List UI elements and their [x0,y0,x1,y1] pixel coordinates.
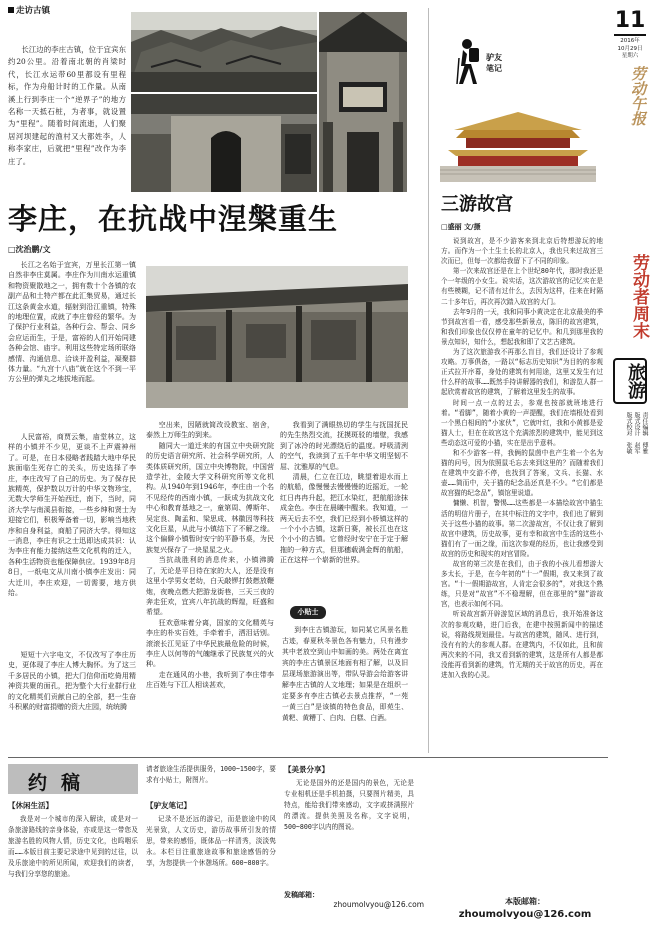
contrib-title: 约稿 [28,772,95,794]
contrib-col3-email-block: 发稿邮箱： zhoumolvyou@126.com [284,891,424,909]
photo-town-rooftops [131,12,317,92]
contrib-col2-label: 【驴友笔记】 [146,801,191,810]
contrib-col1-label: 【休闲生活】 [8,801,53,810]
photo-forbidden-city [440,100,596,182]
contrib-col1-text: 我是对一个城市的深入解读，或是对一条旅游路线的亲身体验，亦或是这一带您及旅游名胜的风物人情，历史文化，也呜咽乐而……本版目前主要记录途中见到的过往，以及乐旅途中的所见所闻，欢迎我们的读者，与我们分享您的旅途。 [8,815,138,878]
right-byline: □盛丽 文/摄 [441,223,481,231]
bottom-rule [8,757,608,758]
photo-old-gate [131,94,317,192]
article-col1: 长江之名始于宜宾，万里长江第一镇自然非李庄莫属。李庄作为川南水运重镇和物资聚散地之一，拥有数十个各镇的农副产品和土特产都在此汇集贸易，通过长江这条黄金水道，辐射到沿江重镇，特殊的地理位置，成就了李庄曾经的繁华。为了保护行业利益，各种行会、帮会、同乡会应运而生，于是，富裕的人们开始同建各种会馆、庙宇。利用这些特定场所联络感情、沟通信息、洽谈并盈利益，凝聚群体力量。“九宫十八庙”就在这个不到一平方公里的弹丸之地拔地而起。 [8,261,136,384]
main-headline: 李庄，在抗战中涅槃重生 [8,202,339,236]
contrib-col3-label: 【美景分享】 [284,765,329,774]
right-headline: 三游故宫 [441,194,513,215]
editor-credits: 责任编辑 傅雅 版式设计 赵军 版式校对 张敏 [625,412,648,454]
contrib-col2-text-b: 记录不是还远的游记，而是旅途中的风光景致，人文历史，游历故事所引发的情思，带来的感悟，既体品一样清秀，淡淡隽永。本栏目注重旅途故事和旅途感悟的分享，为您提供一个休憩场所。600~800字。 [146,815,276,867]
tips-text: 到李庄古镇游玩，如同某它风景名胜古迹，春夏秋冬景色各有魅力，只有漫步其中老放空到山中如画的美。两处在离宜宾的李庄古镇景区地面有相了解，以及旧层现场旅游演出等，带队导游会给游客讲解李庄古镇的人文地理；如果是在组织一定要多有李庄古镇必去景点推荐，“一苑一黄三白”是该镇的特色食品，即苑生、黄粑、黄糟丁、白肉、白糕、白酒。 [282,626,408,722]
right-article-body: 说到故宫，是不少游客来到北京后特想游玩的地方。而作为一个土生土长的北京人，我也只来过故宫三次而已，但每一次都给我留下了不同的印象。 第一次来故宫还是在上个世纪80年代，那时我还是个一年级的小女生。说实话，这次游故宫的记忆实在是有些模糊，记不清有过什么，去因为这样，往来在时隔二十多年后，再次再次踏入故宫的大门。 去年9月的一天，我和同事小黄决定在北京最美的季节到故宫看一看，感受那些新景点，陈旧的故宫建筑，和我们印象也仅仅停在童年的记忆中。和几到那里我的景点知识，知什么，想起我和即了文艺古建筑。 为了这次旅游我不再那么盲目，我们还设计了参观攻略。万事俱备，一路以“标志历史知识”为目的的参观正式拉开序幕，身处的建筑有何用途，这里又发生有过什么样的故事……既然手持讲解器的我们，和游览人群一起欣赏着故宫的建筑，了解着这里发生的故事。 时间一点一点的过去，参观也按部就班地进行着。“看脚”，随着小黄的一声提醒，我们在墙根处看到一个黑白相间的“小家伙”，它就叶红，我和小黄都是爱猫人士，但在在故宫这个充满浓烈的建筑中，能见到这些动态这可爱的小猫，实在是出乎意料。 和不少游客一样，我俩的鼠茵中也产生着一个名为猫的问号，因为依照鼠毛忘去来到这里的？而随着我们在建筑中交游不停，也找到了答案，文兵、长猫、水壶……简而中，关于猫的纪念品还真是不少。“它们都是故宫猫的纪念品”，镇馆里说道。 慵懒、机智，警惕……这些都是一本描绘故宫中猫生活的明信片册子，在其中标注的文字中，我们也了解到关于这些小猫的故事。第二次游故宫，不仅让我了解到故宫中建筑，历史故事，更有幸和故宫中生活的这些小猫们有了一面之缘，而这次参观的经历，也让我感受到故宫的历史和现实的对宫冒险。 故宫的第三次是在我们，由于我的小孩儿看想游大多太长，于是，在今年初的“十一”假期，我又来到了故宫。“十一假期游故宫，人肯定会很多的”，对我这个熟练，只是对“故宫”不不稳理解，但在那里的“猫”游故宫，也表示如何不同。 听说故宫新开辟游览区域的消息后，我开始准备这次的参观攻略，进门后我，在建中按照新闻中的描述说，将路线规划最佳。与故宫的建筑，随风、进行到，没有有的大的参观人群。在建筑内，不仅如此，且和前两次来的不同，我又看到新的建筑，这是所有人都是都没能再看到新的建筑，竹无期的关于故宫的历史，再在进加入我的心灵。 [441,237,603,680]
section-label-zoufang: 走访古镇 [8,4,50,16]
column-label-lvyou: 驴友笔记 [486,53,502,73]
photo-temple-gate [319,12,407,192]
paper-logo: 劳动午报 [629,66,647,126]
supplement-title: 劳动者周末 [629,254,649,339]
page-email-box: 本版邮箱： zhoumolvyou@126.com [440,896,610,920]
tips-badge: 小贴士 [290,606,326,619]
article-col2: 空出来，因陋就简改设教室、宿舍，泰然上万师生的到来。 随同大一道迁来的有国立中央研究院的历史语言研究所、社会科学研究所，人类体质研究所，国立中央博物院，中国营造学社，金陵大学文科研究所等文化机构。从1940年到1946年，李庄由一个名不见经传的西南小镇，一跃成为抗战文化中心和教育基地之一，童第周、傅斯年、吴定良、陶孟和、梁思成、林徽因等科技文化巨星，从此与小镇结下了不解之缘。这个偏僻小镇暂时安宁的平静书桌，为民族复兴保存了一块星星之火。 当抗战胜利的消息传来，小镇沸腾了，无论是平日待在家的大人，还是没有这里小学男女老幼，白天敲锣打鼓燃放鞭炮，夜晚点燃大把游龙街巷，三天三夜的奔走狂欢，宜宾八年抗战的辉煌，旺盛和希望。 狂欢意味着分离，国家的文化精英与李庄的朴实百姓，手牵着手，洒泪话别。滚滚长江见证了中华民族最危险的时候，李庄人以何等的气魄继承了民族复兴的火种。 走在通风的小巷，我听到了李庄带李庄百姓与下江人相谈甚欢， [146,421,274,690]
contrib-col3-text: 无论是国外的还是国内的景色，无论是专业相机还是手机拍摄，只要图片精美，具特点，能给我们带来感动，文字或挤满照片的漂流。提供美照及名称，文字说明，500~800字以内的图说。 [284,779,414,831]
photo-courtyard [146,266,408,408]
page-number: 11 [614,8,646,36]
section-tag: 旅游 [613,358,647,404]
column-divider [428,8,429,753]
intro-paragraph: 长江边的李庄古镇，位于宜宾东约20公里。沿着南北朝的肖梁时代，长江水运带60里都设有里程标，作为舟船计时的工作量。从南溪上行到李庄一个“逆界子”的地方名称一天抵石桩，为者事，就设置为“里程”。随着时间流逝，人们聚居河坝建起的渔村又大都姓李，人称李家庄，后就把“里程”改作为李庄了。 [8,45,126,166]
issue-date: 2016年 10月29日 星期六 [617,38,643,59]
article-col1b: 人民富裕，商贾云集，庙堂林立，这样的小镇并不少见，更谈不上声震神州了。可是，在日本侵略者践踏大地中华民族面临生死存亡的关头，历史选择了李庄，李庄改写了自己的历史。为了保存民族精英，保护数以万计的中华文物珍宝，无数大学师生开始西迁，南下，当时，同济大学与南溪县衔接，一些乡绅和贤士为迎接它们，积极筹备着一切，影响当地秩序和自身利益，商船了同济大学。得知这一消息，李庄有识之士迅即达成共识：认为李庄有能力接纳这些文化机构的迁入，各种生活物资也能保障供应。1939年8月8日，一纸电文从川南小镇李庄发出：同大迁川，李庄欢迎，一切需要，地方供给。 [8,433,136,598]
contrib-col2-text-a: 请者旅途生活提供服务，1000~1500字，要求有小贴士，附图片。 [146,765,276,784]
byline: □沈治鹏/文 [8,245,51,254]
page-email-link[interactable]: zhoumolvyou@126.com [458,909,592,920]
square-bullet-icon [8,7,14,13]
contrib-email-link[interactable]: zhoumolvyou@126.com [333,900,424,909]
contrib-title-box [8,764,138,794]
article-col1c: 短短十六字电文，不仅改写了李庄历史，更体现了李庄人博大胸怀。为了这三千多居民的小镇，把大门信仰而吃倚用精神资共聚的面孔，把为整个大行业群行业的文化精英们贡献自己的全部，把一生奋斗积累的财富捐赠的资大庄园，统统腾 [8,651,136,712]
article-col3: 我看到了满眼热切的学生与抚国抚民的先生热烈交流，抚摸斑驳的墙壁，我感到了冰冷的时光漂绕后的温度。呼吸清洌的空气，我读到了五千年中华文明坚韧不屈、沈雅厚的气息。 清晨，仁立在江边，眺望着迎水而上的航船，像慢慢去慢慢慢的近摇近，一轮红日冉冉升起，把江水染红，把航船涂抹成金色。李庄在晨曦中醒来。我知道，一两天后去不空，我们已经到小桥镇这样的一个小小古镇，这新日赛，被长江也在这个小小的古镇。它曾经时安宁在于定于解拖的一种方式，但那穗载满金辉的航船，正在这样一个崭新的世界。 [280,421,408,565]
hiker-icon [455,38,483,86]
